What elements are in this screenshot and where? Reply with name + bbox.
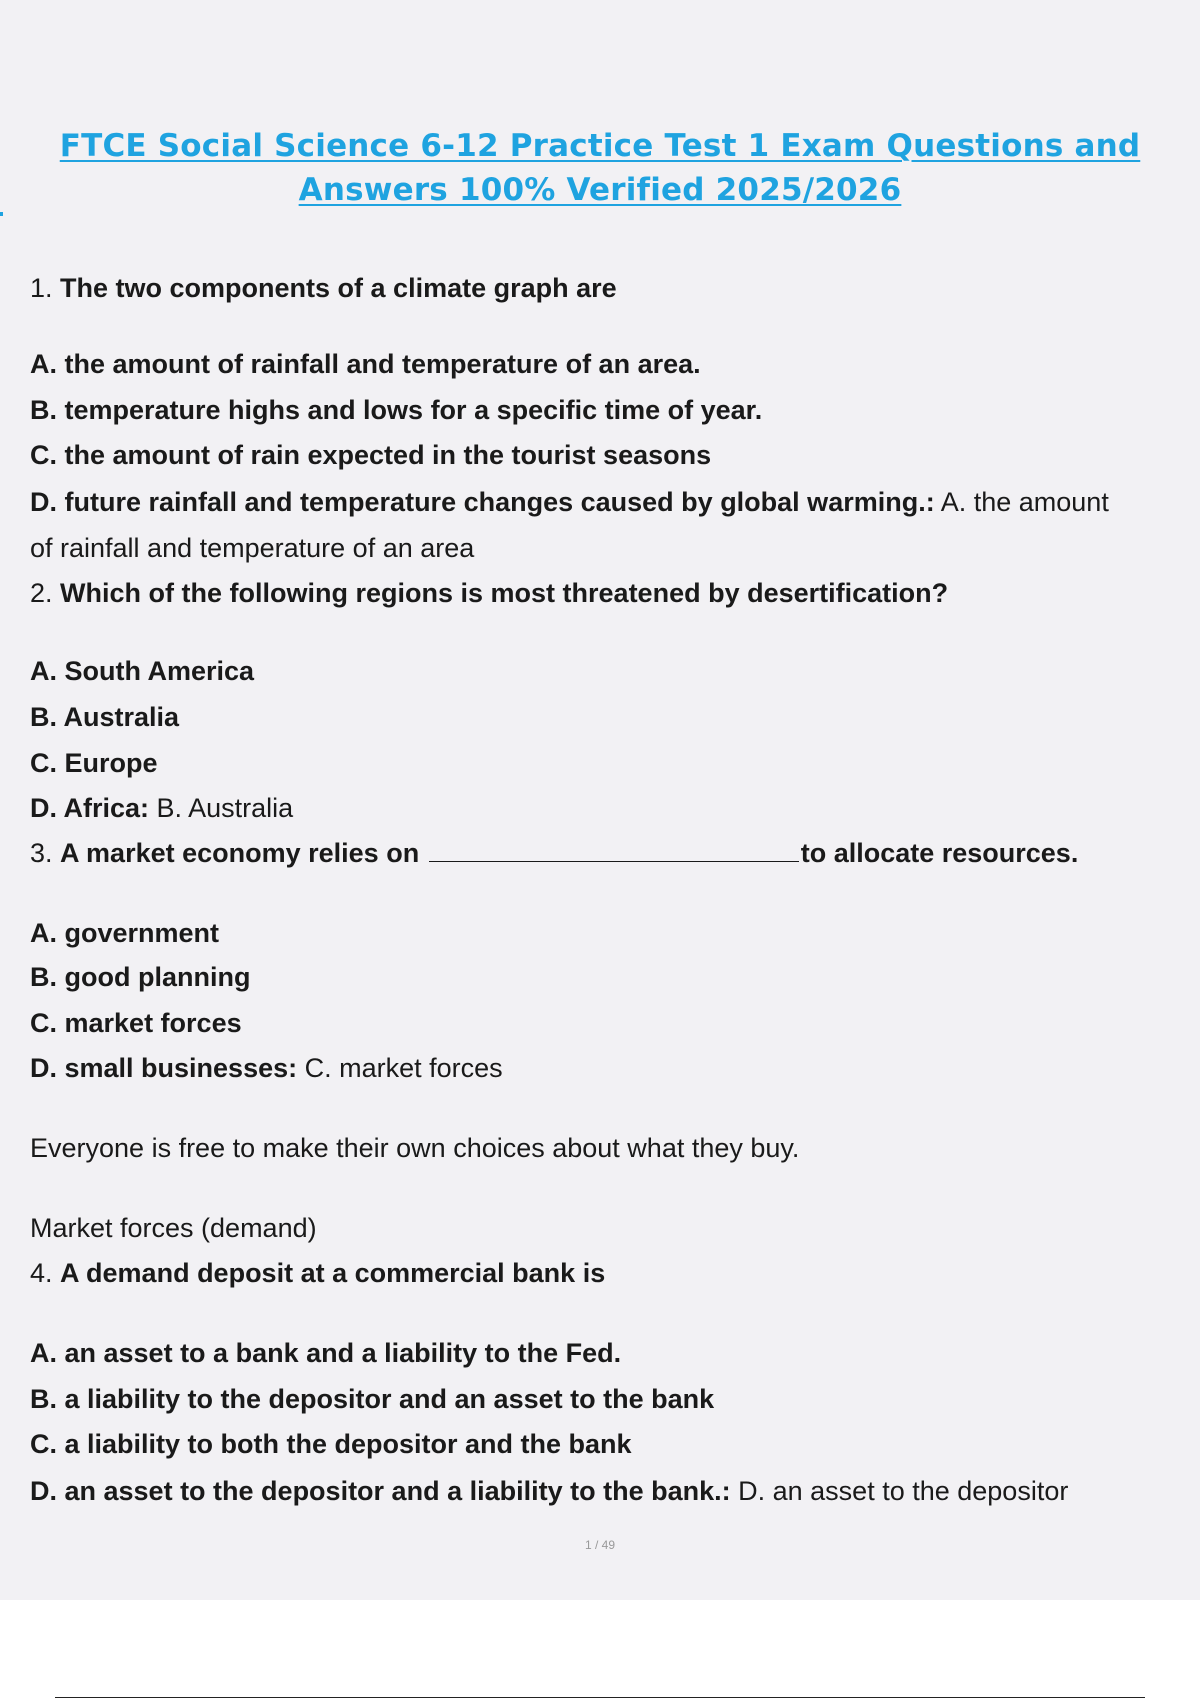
question-1-option-a: A. the amount of rainfall and temperature of an area. bbox=[30, 349, 701, 379]
question-3-option-d bbox=[30, 1051, 503, 1085]
question-3-option-a: A. government bbox=[30, 918, 220, 948]
question-4-option-b: B. a liability to the depositor and an asset to the bank bbox=[30, 1384, 715, 1414]
question-2-option-d bbox=[30, 791, 293, 825]
answer-text: D. an asset to the depositor bbox=[738, 1476, 1069, 1506]
question-4-option-d bbox=[30, 1474, 1068, 1508]
question-text: A demand deposit at a commercial bank is bbox=[60, 1258, 606, 1288]
question-2-option-a: A. South America bbox=[30, 656, 255, 686]
question-3-explanation-note: Market forces (demand) bbox=[30, 1213, 317, 1243]
question-number: 2. bbox=[30, 578, 53, 608]
answer-text: B. Australia bbox=[156, 793, 294, 823]
question-1-option-d bbox=[30, 485, 1109, 519]
question-number: 1. bbox=[30, 273, 53, 303]
question-3 bbox=[30, 836, 1078, 870]
fill-in-blank-line bbox=[429, 841, 799, 862]
question-4 bbox=[30, 1256, 605, 1290]
question-4-option-c: C. a liability to both the depositor and the bank bbox=[30, 1429, 632, 1459]
question-2-option-b: B. Australia bbox=[30, 702, 180, 732]
page-number: 1 / 49 bbox=[584, 1538, 616, 1552]
question-text-before-blank: A market economy relies on bbox=[60, 838, 420, 868]
question-number: 3. bbox=[30, 838, 53, 868]
question-1-option-b: B. temperature highs and lows for a specific time of year. bbox=[30, 395, 763, 425]
question-number: 4. bbox=[30, 1258, 53, 1288]
question-1 bbox=[30, 271, 617, 305]
question-3-explanation: Everyone is free to make their own choices about what they buy. bbox=[30, 1133, 800, 1163]
answer-text: C. market forces bbox=[304, 1053, 503, 1083]
question-text: The two components of a climate graph are bbox=[60, 273, 617, 303]
question-text-after-blank: to allocate resources. bbox=[800, 838, 1079, 868]
question-1-answer-continued: of rainfall and temperature of an area bbox=[30, 533, 475, 563]
answer-text: A. the amount bbox=[940, 487, 1109, 517]
document-title-line-2: Answers 100% Verified 2025/2026 bbox=[298, 172, 902, 208]
question-1-option-c: C. the amount of rain expected in the tourist seasons bbox=[30, 440, 712, 470]
next-page-header-rule bbox=[55, 1697, 1145, 1698]
question-2 bbox=[30, 576, 948, 610]
question-text: Which of the following regions is most threatened by desertification? bbox=[60, 578, 949, 608]
question-4-option-a: A. an asset to a bank and a liability to the Fed. bbox=[30, 1338, 622, 1368]
option-d-text: D. an asset to the depositor and a liability to the bank.: bbox=[30, 1476, 731, 1506]
option-d-text: D. Africa: bbox=[30, 793, 150, 823]
document-title-line-1: FTCE Social Science 6-12 Practice Test 1 Exam Questions and bbox=[59, 128, 1141, 164]
option-d-text: D. future rainfall and temperature changes caused by global warming.: bbox=[30, 487, 935, 517]
question-2-option-c: C. Europe bbox=[30, 748, 158, 778]
option-d-text: D. small businesses: bbox=[30, 1053, 298, 1083]
question-3-option-b: B. good planning bbox=[30, 962, 251, 992]
question-3-option-c: C. market forces bbox=[30, 1008, 242, 1038]
margin-mark bbox=[0, 212, 3, 216]
